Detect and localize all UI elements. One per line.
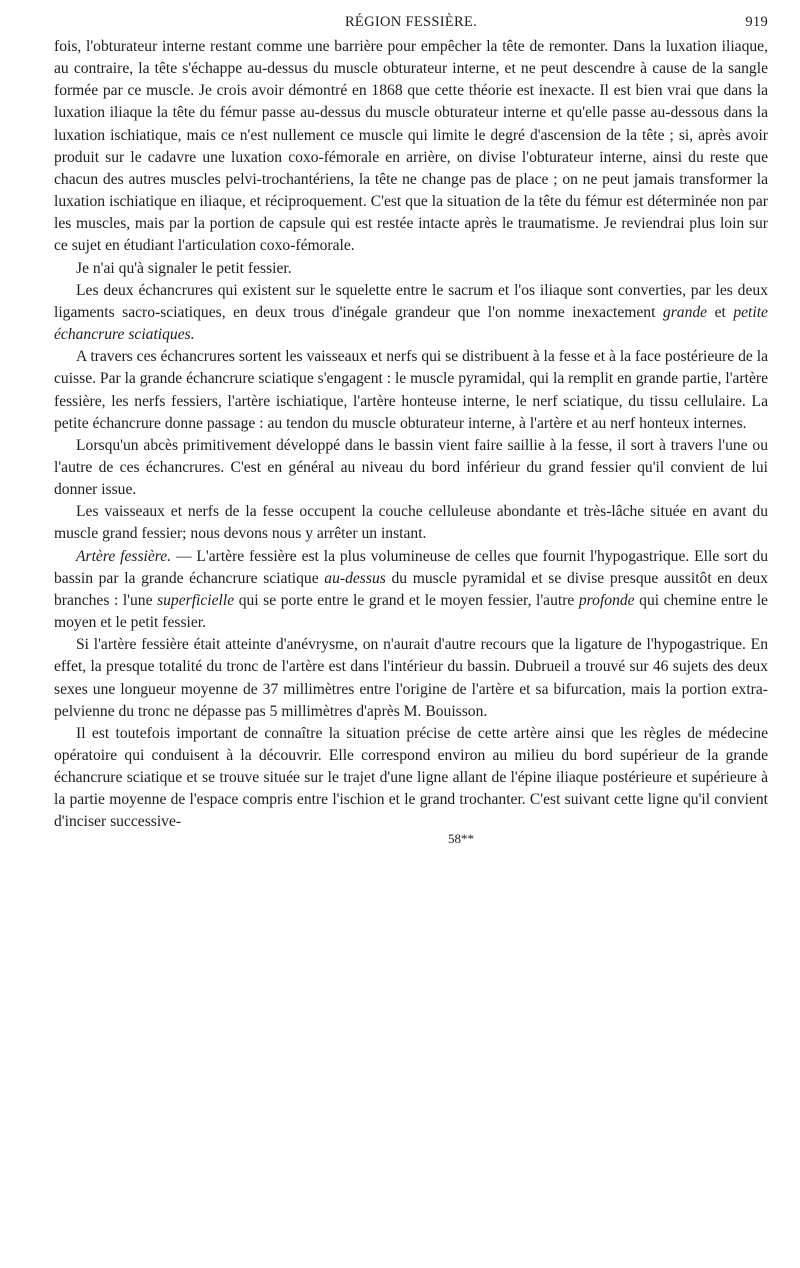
text-run: Je n'ai qu'à signaler le petit fessier.	[76, 259, 292, 277]
paragraph	[54, 435, 768, 501]
text-run: Les vaisseaux et nerfs de la fesse occupent la couche celluleuse abondante et très-lâche située en avant du muscle grand fessier; nous devons nous y arrêter un instant.	[54, 503, 768, 543]
paragraph	[54, 346, 768, 435]
italic-text: superficielle	[157, 591, 235, 609]
italic-text: Artère fessière.	[76, 547, 172, 565]
paragraph	[54, 258, 768, 280]
text-run: Lorsqu'un abcès primitivement développé dans le bassin vient faire saillie à la fesse, il sort à travers l'une ou l'autre de ces échancrures. C'est en général au niveau du bord inférieur du grand fessier qu'il convient de lui donner issue.	[54, 436, 768, 499]
italic-text: grande	[662, 303, 708, 321]
paragraph	[54, 546, 768, 635]
printer-signature-mark: 58**	[448, 830, 474, 846]
text-run: fois, l'obturateur interne restant comme une barrière pour empêcher la tête de remonter. Dans la luxation iliaque, au contraire, la tête s'échappe au-dessus du muscle obturateur interne, et ne peut descendre à cause de la sangle formée par ce muscle. Je crois avoir démontré en 1868 que cette théorie est inexacte. Il est bien vrai que dans la luxation iliaque la tête du fémur passe au-dessus du muscle obturateur interne et qu'elle passe au-dessous dans la luxation ischiatique, mais ce n'est nullement ce muscle qui limite le degré d'ascension de la tête ; si, après avoir produit sur le cadavre une luxation coxo-fémorale en arrière, on divise l'obturateur interne, ainsi du reste que chacun des autres muscles pelvi-trochantériens, la tête ne change pas de place ; on ne peut jamais transformer la luxation ischiatique en iliaque, et réciproquement. C'est que la situation de la tête du fémur est déterminée non par les muscles, mais par la portion de capsule qui est restée intacte après le traumatisme. Je reviendrai plus loin sur ce sujet en étudiant l'articulation coxo-fémorale.	[54, 38, 768, 255]
paragraph	[54, 501, 768, 545]
body-text	[54, 36, 768, 834]
paragraph	[54, 634, 768, 723]
italic-text: petite échancrure sciatiques.	[54, 303, 768, 344]
text-run: A travers ces échancrures sortent les vaisseaux et nerfs qui se distribuent à la fesse et à la face postérieure de la cuisse. Par la grande échancrure sciatique s'engagent : le muscle pyramidal, qui la remplit en grande partie, l'artère fessière, les nerfs fessiers, l'artère ischiatique, l'artère honteuse interne, le nerf sciatique, du tissu cellulaire. La petite échancrure donne passage : au tendon du muscle obturateur interne, à l'artère et au nerf honteux internes.	[54, 348, 768, 432]
text-run: qui chemine entre le moyen et le petit fessier.	[54, 591, 768, 632]
text-run: Les deux échancrures qui existent sur le squelette entre le sacrum et l'os iliaque sont converties, par les deux ligaments sacro-sciatiques, en deux trous d'inégale grandeur que l'on nomme inexactement	[54, 281, 768, 321]
text-run: — L'artère fessière est la plus volumineuse de celles que fournit l'hypogastrique. Elle sort du bassin par la grande échancrure sciatique	[54, 547, 768, 587]
paragraph	[54, 723, 768, 834]
running-header	[54, 14, 768, 34]
page-number: 919	[745, 14, 768, 30]
text-run: et	[707, 303, 734, 321]
italic-text: au-dessus	[324, 569, 386, 587]
italic-text: profonde	[578, 591, 635, 609]
paragraph	[54, 36, 768, 258]
text-run: qui se porte entre le grand et le moyen fessier, l'autre	[234, 591, 579, 609]
running-title: RÉGION FESSIÈRE.	[344, 14, 478, 30]
text-run: Il est toutefois important de connaître la situation précise de cette artère ainsi que les règles de médecine opératoire qui conduisent à la découvrir. Elle correspond environ au milieu du bord supérieur de la grande échancrure sciatique et se trouve située sur le trajet d'une ligne allant de l'épine iliaque postérieure et supérieure à la partie moyenne de l'espace compris entre l'ischion et le grand trochanter. C'est suivant cette ligne qu'il convient d'inciser successive-	[54, 724, 768, 831]
paragraph	[54, 280, 768, 346]
text-run: Si l'artère fessière était atteinte d'anévrysme, on n'aurait d'autre recours que la ligature de l'hypogastrique. En effet, la presque totalité du tronc de l'artère est dans l'intérieur du bassin. Dubrueil a trouvé sur 46 sujets des deux sexes une longueur moyenne de 37 millimètres entre l'origine de l'artère et sa bifurcation, mais la portion extra-pelvienne du tronc ne dépasse pas 5 millimètres d'après M. Bouisson.	[54, 636, 768, 720]
text-run: du muscle pyramidal et se divise presque aussitôt en deux branches : l'une	[54, 569, 768, 609]
book-page	[54, 14, 768, 846]
